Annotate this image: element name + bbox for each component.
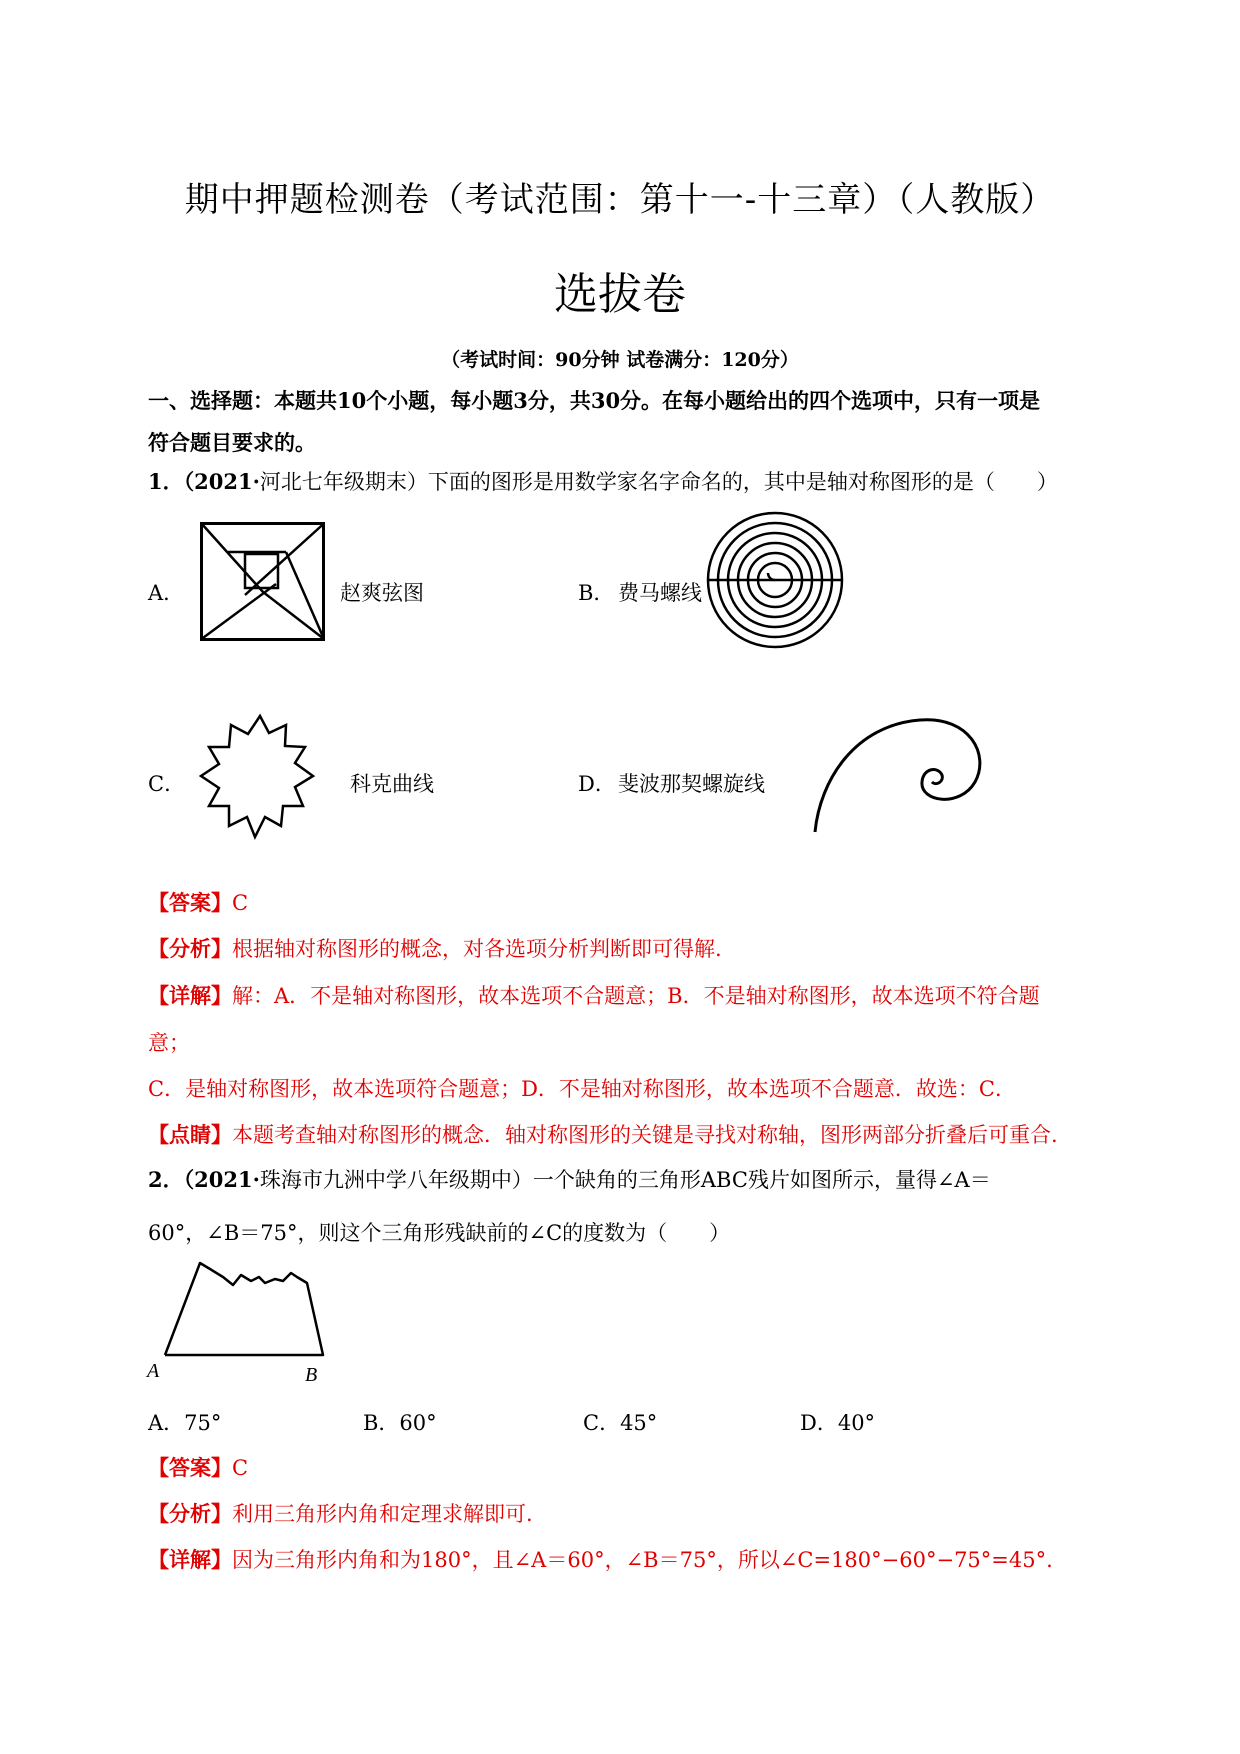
q1-analysis <box>148 933 722 963</box>
q2-answer-tag: 【答案】 <box>148 1455 232 1480</box>
q1-analysis-tag: 【分析】 <box>148 936 232 961</box>
q2-detail-text: 因为三角形内角和为180°，且∠A＝60°，∠B＝75°，所以∠C=180°−60°−75°=45°. <box>232 1548 1053 1572</box>
q1-option-d-text: 斐波那契螺旋线 <box>618 772 765 796</box>
q2-option-a: A．75° <box>148 1411 222 1435</box>
q1-option-c-letter: C． <box>148 772 186 796</box>
q1-option-d-letter: D． <box>578 772 616 796</box>
q1-comment-tag: 【点睛】 <box>148 1122 232 1147</box>
q1-comment <box>148 1119 1058 1149</box>
zhaoshuang-diagram <box>200 522 326 642</box>
q1-analysis-text: 根据轴对称图形的概念，对各选项分析判断即可得解. <box>232 937 722 961</box>
q1-option-b-text: 费马螺线 <box>618 581 702 605</box>
q1-option-a-letter: A． <box>148 581 185 605</box>
q2-stem-text-1: 珠海市九洲中学八年级期中）一个缺角的三角形ABC残片如图所示，量得∠A＝ <box>259 1168 991 1192</box>
q1-detail-tag: 【详解】 <box>148 983 232 1008</box>
q1-source: （2021· <box>183 469 260 494</box>
koch-snowflake-diagram <box>195 713 325 843</box>
q1-number: 1． <box>148 469 184 494</box>
q2-option-d: D．40° <box>800 1411 876 1435</box>
q1-option-c-text: 科克曲线 <box>350 772 434 796</box>
paper-subtitle: 选拔卷 <box>554 269 686 320</box>
q1-answer <box>148 887 248 917</box>
q2-number: 2． <box>148 1167 184 1192</box>
q2-stem-line2: 60°，∠B＝75°，则这个三角形残缺前的∠C的度数为（ ） <box>148 1221 731 1245</box>
q2-answer-value: C <box>232 1456 249 1480</box>
q1-stem <box>148 466 1058 496</box>
document-title: 期中押题检测卷（考试范围：第十一-十三章）（人教版） <box>184 180 1056 220</box>
q1-detail-line2: 意； <box>148 1031 190 1055</box>
q1-answer-tag: 【答案】 <box>148 890 232 915</box>
vertex-b-label: B <box>305 1364 318 1386</box>
q2-option-c: C．45° <box>583 1411 658 1435</box>
q2-option-b: B．60° <box>363 1411 437 1435</box>
q1-detail-text-1: 解：A．不是轴对称图形，故本选项不合题意；B．不是轴对称图形，故本选项不符合题 <box>232 984 1040 1008</box>
section-intro-line2: 符合题目要求的。 <box>148 430 316 455</box>
q1-option-a-text: 赵爽弦图 <box>340 581 424 605</box>
q1-answer-value: C <box>232 891 249 915</box>
section-intro-line1: 一、选择题：本题共10个小题，每小题3分，共30分。在每小题给出的四个选项中，只有一项是 <box>148 388 1041 413</box>
q2-detail <box>148 1544 1053 1574</box>
q1-option-b-letter: B． <box>578 581 615 605</box>
q2-answer <box>148 1452 248 1482</box>
fibonacci-spiral-diagram <box>810 710 995 835</box>
q2-source: （2021· <box>183 1167 260 1192</box>
vertex-a-label: A <box>147 1360 160 1382</box>
q2-analysis <box>148 1498 533 1528</box>
q2-analysis-tag: 【分析】 <box>148 1501 232 1526</box>
q2-stem-line1 <box>148 1164 991 1194</box>
q2-analysis-text: 利用三角形内角和定理求解即可. <box>232 1502 533 1526</box>
q1-stem-text: 河北七年级期末）下面的图形是用数学家名字命名的，其中是轴对称图形的是（ ） <box>259 470 1058 494</box>
q2-detail-tag: 【详解】 <box>148 1547 232 1572</box>
fermat-spiral-diagram <box>705 510 845 650</box>
broken-triangle-diagram <box>145 1255 330 1385</box>
exam-info: （考试时间：90分钟 试卷满分：120分） <box>441 349 799 371</box>
q1-comment-text: 本题考查轴对称图形的概念．轴对称图形的关键是寻找对称轴，图形两部分折叠后可重合. <box>232 1123 1058 1147</box>
q1-detail-line3: C．是轴对称图形，故本选项符合题意；D．不是轴对称图形，故本选项不合题意．故选：C． <box>148 1077 1016 1101</box>
q1-detail-line1 <box>148 980 1040 1010</box>
